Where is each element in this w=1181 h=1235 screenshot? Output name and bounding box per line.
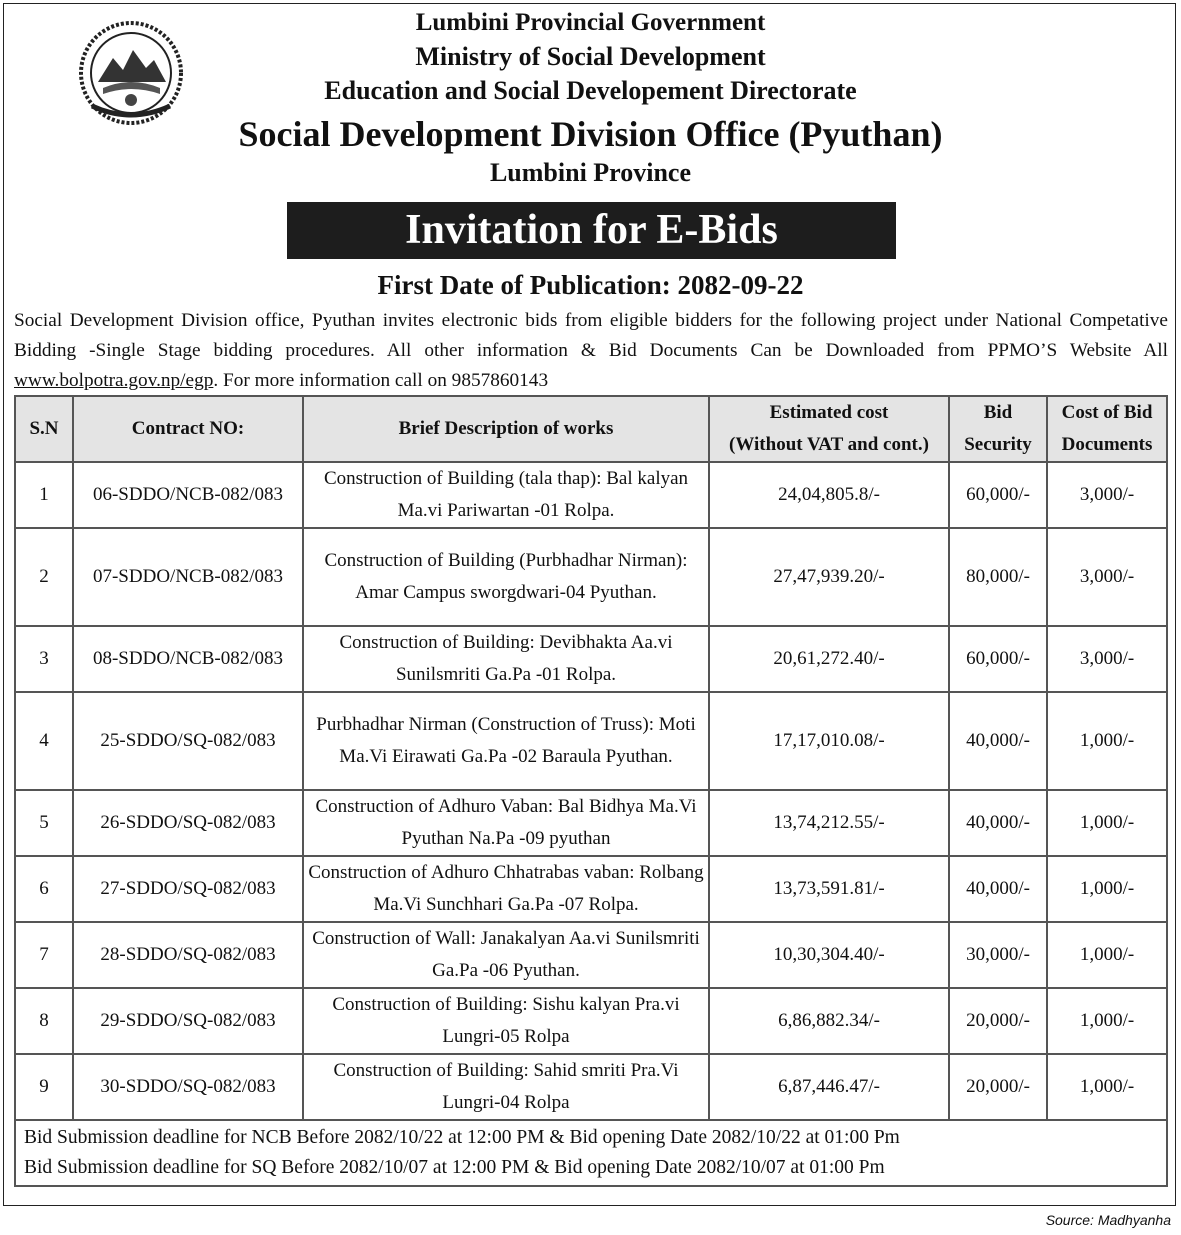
intro-paragraph (14, 306, 1168, 396)
cell-security: 30,000/- (949, 922, 1047, 988)
table-row (15, 528, 1167, 626)
cell-sn: 8 (15, 988, 73, 1054)
cell-security: 40,000/- (949, 790, 1047, 856)
header-cost-line1: Estimated cost (769, 402, 889, 423)
header-bid-security (949, 396, 1047, 462)
cell-contract: 08-SDDO/NCB-082/083 (73, 626, 303, 692)
header-directorate: Education and Social Developement Directorate (324, 76, 857, 105)
cell-description: Construction of Building: Sishu kalyan Pra.vi Lungri-05 Rolpa (303, 988, 709, 1054)
cell-description: Construction of Wall: Janakalyan Aa.vi Sunilsmriti Ga.Pa -06 Pyuthan. (303, 922, 709, 988)
table-row (15, 922, 1167, 988)
publication-date: First Date of Publication: 2082-09-22 (377, 270, 804, 300)
cell-docs: 3,000/- (1047, 528, 1167, 626)
intro-text: Social Development Division office, Pyuthan invites electronic bids from eligible bidders for the following project under National Competative Bidding -Single Stage bidding procedures. All other information & Bid Documents Can be Downloaded from PPMO’S Website All (14, 310, 1168, 361)
table-row (15, 790, 1167, 856)
cell-docs: 3,000/- (1047, 462, 1167, 528)
cell-contract: 25-SDDO/SQ-082/083 (73, 692, 303, 790)
header-contract: Contract NO: (73, 396, 303, 462)
cell-cost: 27,47,939.20/- (709, 528, 949, 626)
header-bid-docs-cost (1047, 396, 1167, 462)
notice-title-banner: Invitation for E-Bids (287, 202, 896, 259)
cell-security: 60,000/- (949, 462, 1047, 528)
cell-contract: 06-SDDO/NCB-082/083 (73, 462, 303, 528)
egp-website-link[interactable]: www.bolpotra.gov.np/egp (14, 370, 214, 391)
header-security-line1: Bid (983, 402, 1013, 423)
cell-description: Purbhadhar Nirman (Construction of Truss): Moti Ma.Vi Eirawati Ga.Pa -02 Baraula Pyuthan. (303, 692, 709, 790)
header-estimated-cost (709, 396, 949, 462)
cell-sn: 6 (15, 856, 73, 922)
deadline-ncb: Bid Submission deadline for NCB Before 2082/10/22 at 12:00 PM & Bid opening Date 2082/10/22 at 01:00 Pm (24, 1127, 900, 1148)
cell-contract: 30-SDDO/SQ-082/083 (73, 1054, 303, 1120)
header-docs-line2: Documents (1061, 434, 1153, 455)
cell-sn: 7 (15, 922, 73, 988)
table-row (15, 692, 1167, 790)
table-row (15, 1054, 1167, 1120)
table-row (15, 856, 1167, 922)
deadlines-cell (15, 1120, 1167, 1186)
cell-cost: 20,61,272.40/- (709, 626, 949, 692)
cell-docs: 3,000/- (1047, 626, 1167, 692)
cell-cost: 6,87,446.47/- (709, 1054, 949, 1120)
cell-cost: 24,04,805.8/- (709, 462, 949, 528)
cell-docs: 1,000/- (1047, 790, 1167, 856)
cell-contract: 27-SDDO/SQ-082/083 (73, 856, 303, 922)
cell-security: 40,000/- (949, 856, 1047, 922)
header-cost-line2: (Without VAT and cont.) (729, 434, 929, 455)
deadlines-row (15, 1120, 1167, 1186)
table-header-row (15, 396, 1167, 462)
bids-table (14, 395, 1168, 1187)
cell-docs: 1,000/- (1047, 856, 1167, 922)
cell-docs: 1,000/- (1047, 988, 1167, 1054)
cell-description: Construction of Building (Purbhadhar Nirman): Amar Campus sworgdwari-04 Pyuthan. (303, 528, 709, 626)
cell-sn: 9 (15, 1054, 73, 1120)
table-row (15, 462, 1167, 528)
header-docs-line1: Cost of Bid (1061, 402, 1153, 423)
cell-security: 60,000/- (949, 626, 1047, 692)
cell-description: Construction of Building (tala thap): Bal kalyan Ma.vi Pariwartan -01 Rolpa. (303, 462, 709, 528)
cell-description: Construction of Building: Sahid smriti Pra.Vi Lungri-04 Rolpa (303, 1054, 709, 1120)
cell-contract: 07-SDDO/NCB-082/083 (73, 528, 303, 626)
header-province: Lumbini Province (489, 158, 692, 187)
cell-contract: 26-SDDO/SQ-082/083 (73, 790, 303, 856)
cell-description: Construction of Building: Devibhakta Aa.vi Sunilsmriti Ga.Pa -01 Rolpa. (303, 626, 709, 692)
cell-security: 20,000/- (949, 1054, 1047, 1120)
deadline-sq: Bid Submission deadline for SQ Before 2082/10/07 at 12:00 PM & Bid opening Date 2082/10/07 at 01:00 Pm (24, 1157, 885, 1178)
cell-cost: 13,73,591.81/- (709, 856, 949, 922)
cell-contract: 28-SDDO/SQ-082/083 (73, 922, 303, 988)
intro-contact-text: . For more information call on 9857860143 (213, 370, 549, 391)
cell-security: 40,000/- (949, 692, 1047, 790)
source-credit: Source: Madhyanha (1045, 1212, 1171, 1228)
cell-cost: 6,86,882.34/- (709, 988, 949, 1054)
cell-description: Construction of Adhuro Vaban: Bal Bidhya Ma.Vi Pyuthan Na.Pa -09 pyuthan (303, 790, 709, 856)
cell-security: 80,000/- (949, 528, 1047, 626)
cell-docs: 1,000/- (1047, 1054, 1167, 1120)
cell-sn: 3 (15, 626, 73, 692)
header-description: Brief Description of works (303, 396, 709, 462)
header-sn: S.N (15, 396, 73, 462)
cell-cost: 13,74,212.55/- (709, 790, 949, 856)
cell-description: Construction of Adhuro Chhatrabas vaban: Rolbang Ma.Vi Sunchhari Ga.Pa -07 Rolpa. (303, 856, 709, 922)
header-ministry: Ministry of Social Development (415, 42, 766, 71)
cell-sn: 1 (15, 462, 73, 528)
cell-sn: 5 (15, 790, 73, 856)
cell-sn: 4 (15, 692, 73, 790)
cell-sn: 2 (15, 528, 73, 626)
cell-contract: 29-SDDO/SQ-082/083 (73, 988, 303, 1054)
table-row (15, 988, 1167, 1054)
cell-cost: 10,30,304.40/- (709, 922, 949, 988)
cell-docs: 1,000/- (1047, 922, 1167, 988)
cell-docs: 1,000/- (1047, 692, 1167, 790)
header-security-line2: Security (964, 434, 1032, 455)
header-office: Social Development Division Office (Pyuthan) (238, 114, 943, 154)
cell-security: 20,000/- (949, 988, 1047, 1054)
cell-cost: 17,17,010.08/- (709, 692, 949, 790)
header-government: Lumbini Provincial Government (415, 9, 766, 36)
table-row (15, 626, 1167, 692)
